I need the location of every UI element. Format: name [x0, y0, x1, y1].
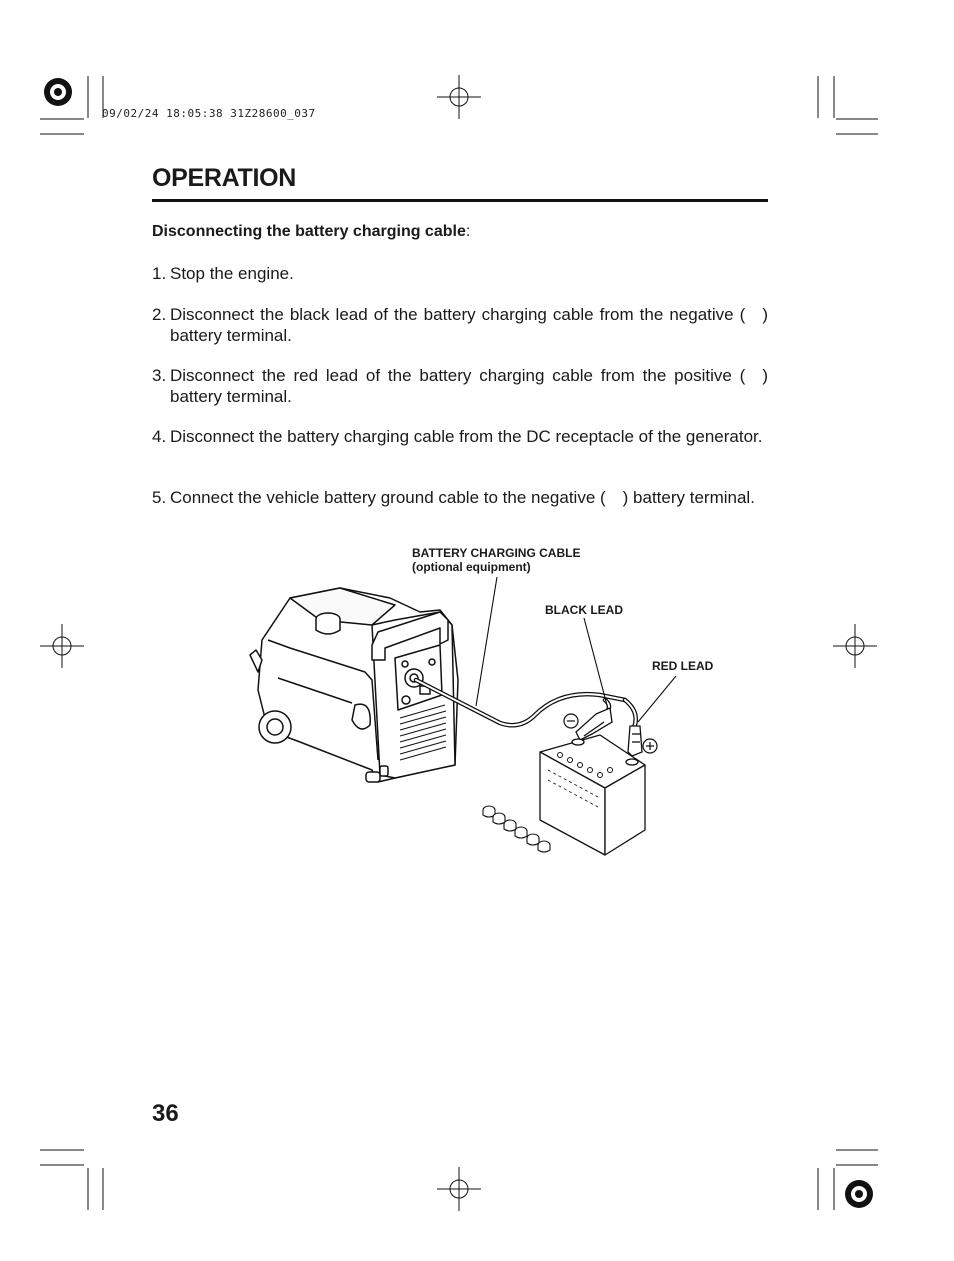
- step-text: Disconnect the black lead of the battery charging cable from the negative ( ) battery terminal.: [170, 305, 768, 345]
- step-number: 3.: [152, 366, 167, 385]
- step-item: [152, 305, 768, 346]
- step-number: 5.: [152, 488, 167, 507]
- leader-lines: [476, 577, 676, 722]
- black-lead-label: BLACK LEAD: [545, 603, 623, 617]
- cable-callout: [412, 546, 580, 574]
- section-title: OPERATION: [152, 164, 297, 192]
- crosshair-icon: [40, 624, 84, 668]
- step-item: [152, 427, 768, 448]
- crosshair-icon: [833, 624, 877, 668]
- crop-marks-bottom-left: [40, 1150, 103, 1210]
- step-item: [152, 488, 768, 509]
- subheading-text: Disconnecting the battery charging cable: [152, 223, 466, 240]
- title-divider: [152, 199, 768, 202]
- negative-terminal-icon: [564, 714, 578, 728]
- registration-burst-icon: [44, 78, 72, 106]
- registration-burst-icon: [845, 1180, 873, 1208]
- crosshair-icon: [437, 75, 481, 119]
- page-number: 36: [152, 1100, 179, 1127]
- step-text: Disconnect the battery charging cable from the DC receptacle of the generator.: [170, 427, 763, 446]
- step-text: Connect the vehicle battery ground cable to the negative ( ) battery terminal.: [170, 488, 755, 507]
- subheading-colon: :: [465, 223, 471, 240]
- cable-label: BATTERY CHARGING CABLE: [412, 546, 581, 560]
- step-text: Disconnect the red lead of the battery charging cable from the positive ( ) battery terminal.: [170, 366, 768, 406]
- print-timestamp: 09/02/24 18:05:38 31Z28600_037: [102, 107, 316, 120]
- step-number: 1.: [152, 264, 167, 283]
- crop-marks-top-right: [818, 76, 878, 134]
- step-number: 2.: [152, 305, 167, 324]
- step-number: 4.: [152, 427, 167, 446]
- cable-note: (optional equipment): [412, 560, 531, 574]
- step-item: [152, 366, 768, 407]
- subheading: [152, 223, 470, 241]
- red-lead-label: RED LEAD: [652, 659, 714, 673]
- step-text: Stop the engine.: [170, 264, 294, 283]
- positive-terminal-icon: [643, 739, 657, 753]
- step-item: [152, 264, 768, 285]
- crosshair-icon: [437, 1167, 481, 1211]
